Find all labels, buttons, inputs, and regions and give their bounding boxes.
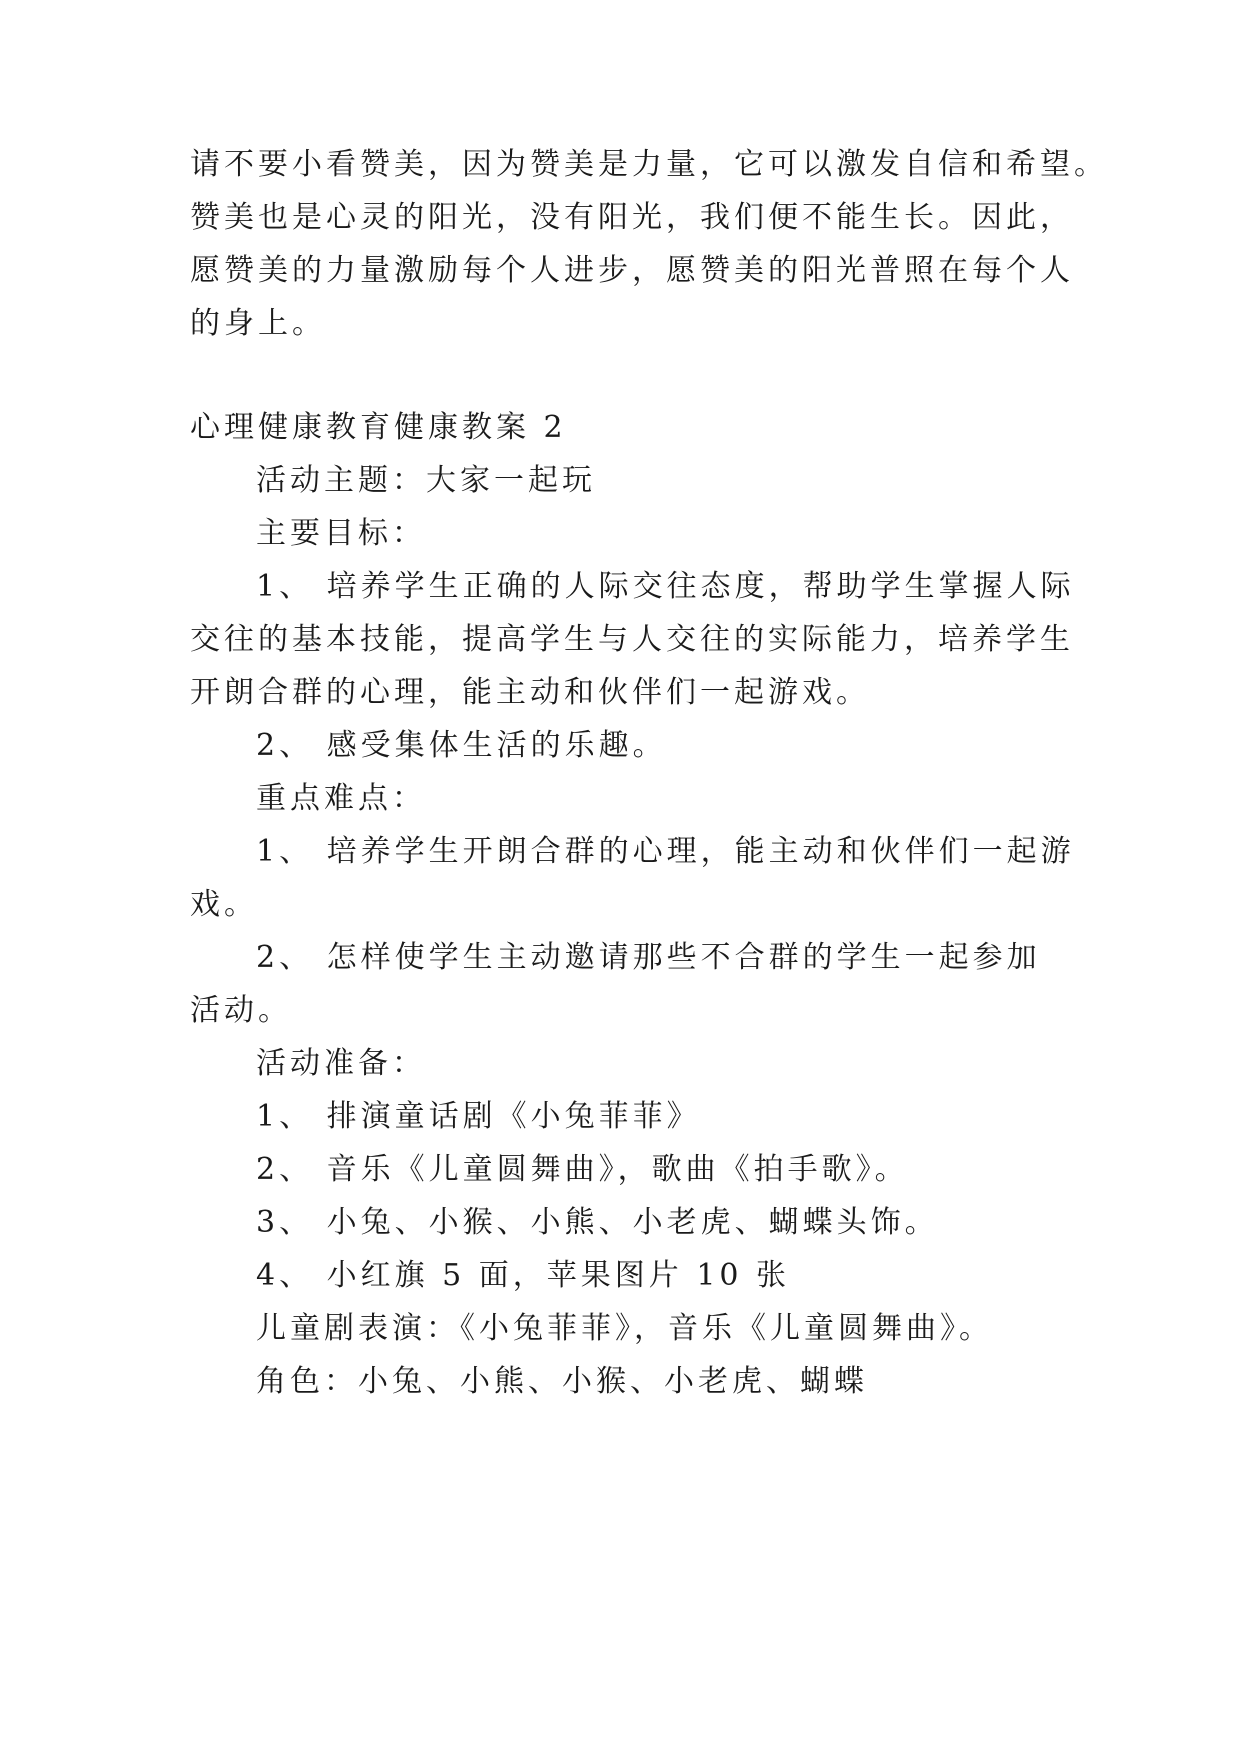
- key-point-continuation: 活动。: [190, 993, 292, 1028]
- goal-item: 1、 培养学生正确的人际交往态度，帮助学生掌握人际: [256, 569, 1075, 604]
- goals-heading: 主要目标：: [256, 516, 426, 551]
- key-point-item: 2、 怎样使学生主动邀请那些不合群的学生一起参加: [256, 940, 1041, 975]
- key-point-continuation: 戏。: [190, 887, 258, 922]
- key-point-item: 1、 培养学生开朗合群的心理，能主动和伙伴们一起游: [256, 834, 1075, 869]
- preparation-item: 3、 小兔、小猴、小熊、小老虎、蝴蝶头饰。: [256, 1205, 939, 1240]
- intro-line: 的身上。: [190, 306, 326, 341]
- section-title: 心理健康教育健康教案 2: [190, 410, 567, 445]
- preparation-item: 4、 小红旗 5 面，苹果图片 10 张: [256, 1258, 791, 1293]
- activity-theme: 活动主题：大家一起玩: [256, 463, 596, 498]
- preparation-heading: 活动准备：: [256, 1046, 426, 1081]
- goal-item: 2、 感受集体生活的乐趣。: [256, 728, 667, 763]
- preparation-item: 1、 排演童话剧《小兔菲菲》: [256, 1099, 701, 1134]
- intro-line: 愿赞美的力量激励每个人进步，愿赞美的阳光普照在每个人: [190, 253, 1074, 288]
- key-points-heading: 重点难点：: [256, 781, 426, 816]
- preparation-item: 2、 音乐《儿童圆舞曲》，歌曲《拍手歌》。: [256, 1152, 909, 1187]
- roles: 角色：小兔、小熊、小猴、小老虎、蝴蝶: [256, 1364, 868, 1399]
- goal-item-continuation: 交往的基本技能，提高学生与人交往的实际能力，培养学生: [190, 622, 1074, 657]
- intro-line: 请不要小看赞美，因为赞美是力量，它可以激发自信和希望。: [190, 147, 1108, 182]
- goal-item-continuation: 开朗合群的心理，能主动和伙伴们一起游戏。: [190, 675, 870, 710]
- intro-line: 赞美也是心灵的阳光，没有阳光，我们便不能生长。因此，: [190, 200, 1074, 235]
- play-performance: 儿童剧表演：《小兔菲菲》，音乐《儿童圆舞曲》。: [256, 1311, 993, 1346]
